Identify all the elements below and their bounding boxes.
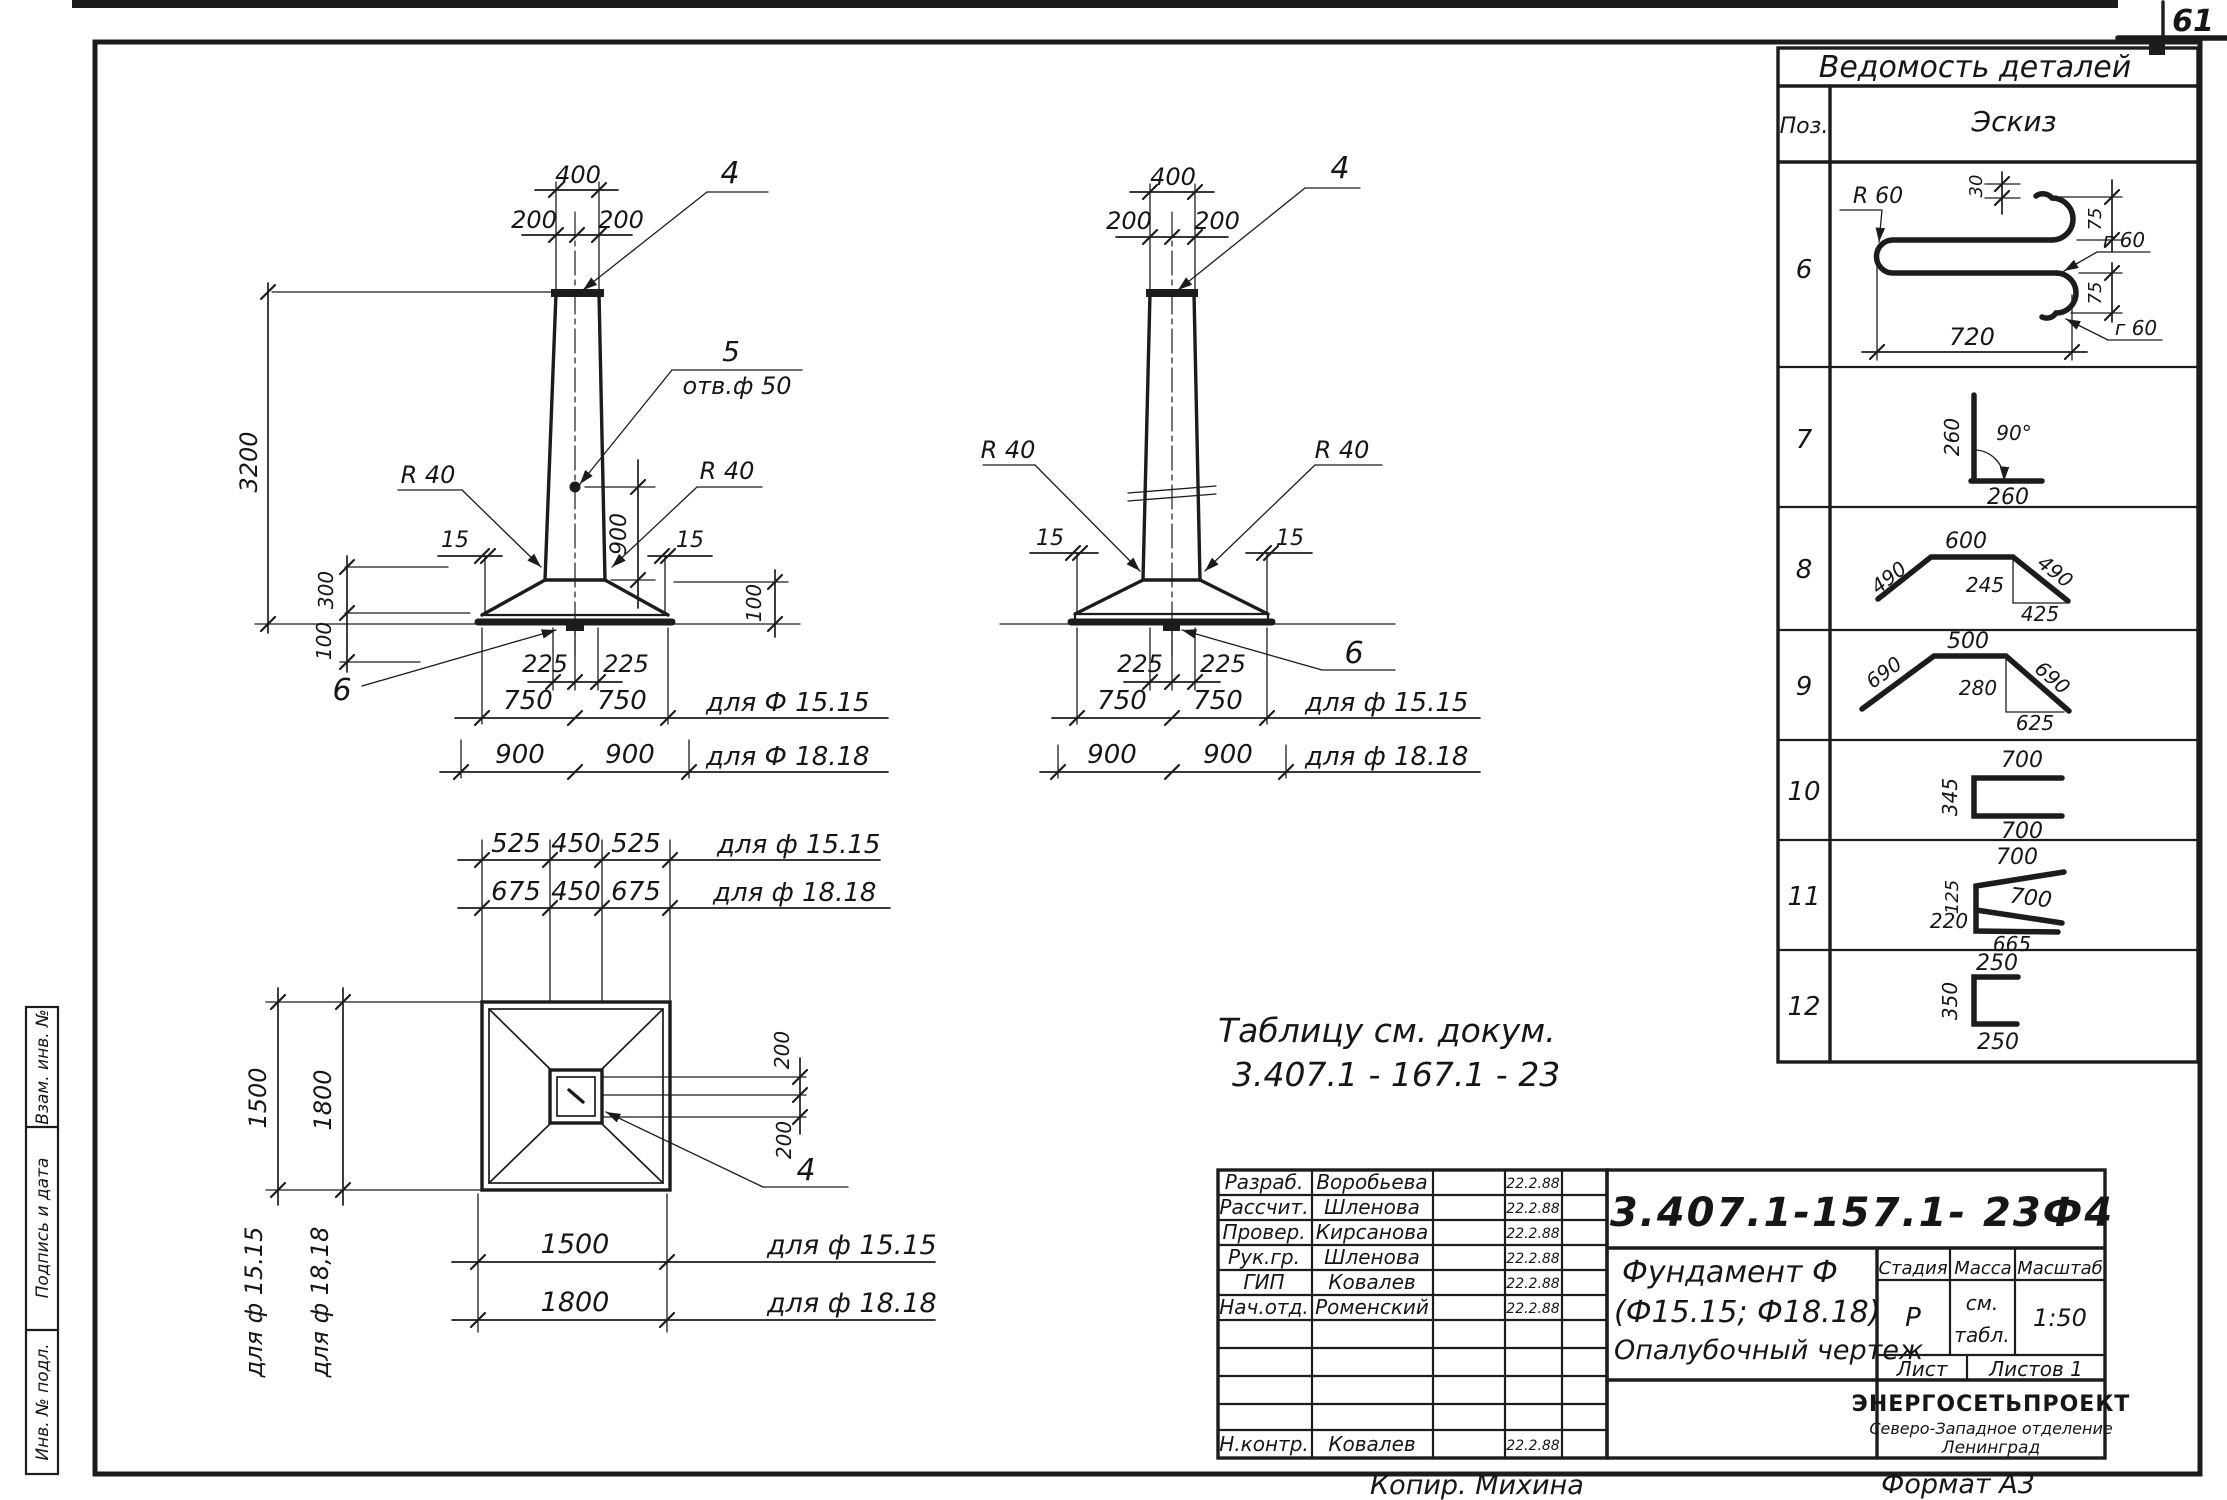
dim-400: 400 xyxy=(555,161,601,189)
vlabel-f1515: для ф 15.15 xyxy=(240,1226,268,1378)
dim-245: 245 xyxy=(1965,573,2005,597)
label-top-f1515: для ф 15.15 xyxy=(717,830,881,860)
callout-4: 4 xyxy=(796,1153,816,1188)
scale-label: Масштаб xyxy=(2017,1258,2103,1279)
dim-700-top: 700 xyxy=(1996,845,2038,870)
pos-9: 9 xyxy=(1795,672,1813,702)
dim-200-b: 200 xyxy=(772,1120,796,1160)
sig-date-3: 22.2.88 xyxy=(1506,1251,1560,1267)
part-row-12 xyxy=(1787,951,2019,1055)
dim-200-a: 200 xyxy=(770,1030,794,1070)
label-top-f1818: для ф 18.18 xyxy=(713,878,877,908)
elevation-view-right xyxy=(981,151,1480,779)
dim-750-left: 750 xyxy=(1097,686,1147,716)
sig-role-0: Разраб. xyxy=(1224,1170,1304,1194)
dim-900-right: 900 xyxy=(1203,740,1253,770)
dim-300: 300 xyxy=(314,570,338,610)
copier-note: Копир. Михина xyxy=(1370,1470,1584,1500)
dim-250-b: 250 xyxy=(1977,1030,2019,1055)
col-header-sketch: Эскиз xyxy=(1971,105,2057,138)
pos-8: 8 xyxy=(1795,555,1813,585)
dim-r40-left: R 40 xyxy=(400,461,456,489)
sig-role-6: Н.контр. xyxy=(1219,1432,1309,1456)
dim-675-a: 675 xyxy=(491,877,541,907)
dim-600: 600 xyxy=(1945,529,1987,554)
dim-900-left: 900 xyxy=(495,740,545,770)
dim-15-left: 15 xyxy=(1036,526,1064,551)
doc-title-2: (Ф15.15; Ф18.18) xyxy=(1614,1295,1881,1330)
dim-200-left: 200 xyxy=(1106,207,1152,235)
part-row-7 xyxy=(1796,395,2042,510)
dim-1500-b: 1500 xyxy=(540,1229,610,1260)
sig-date-6: 22.2.88 xyxy=(1506,1438,1560,1454)
dim-400: 400 xyxy=(1150,163,1196,191)
parts-list-title: Ведомость деталей xyxy=(1818,50,2132,85)
org-city: Ленинград xyxy=(1941,1438,2041,1458)
callout-4: 4 xyxy=(1330,151,1350,186)
sig-name-6: Ковалев xyxy=(1328,1432,1416,1456)
dim-r40-right: R 40 xyxy=(699,457,755,485)
dim-450-a: 450 xyxy=(551,829,601,859)
dim-280: 280 xyxy=(1958,676,1998,700)
org-branch: Северо-Западное отделение xyxy=(1869,1419,2113,1438)
dim-r40-right: R 40 xyxy=(1314,436,1370,464)
sig-date-4: 22.2.88 xyxy=(1506,1276,1560,1292)
dim-100-left: 100 xyxy=(312,621,336,661)
stamp-podpis: Подпись и дата xyxy=(33,1157,53,1299)
dim-r40-left: R 40 xyxy=(980,436,1036,464)
dim-750-right: 750 xyxy=(1193,686,1243,716)
dim-g60-top: г 60 xyxy=(2102,228,2146,252)
pos-12: 12 xyxy=(1787,992,1821,1022)
dim-690-r: 690 xyxy=(2030,656,2075,700)
org-name: ЭНЕРГОСЕТЬПРОЕКТ xyxy=(1851,1392,2131,1417)
dim-225-left: 225 xyxy=(522,650,568,678)
dim-90deg: 90° xyxy=(1996,421,2032,445)
sig-name-5: Роменский xyxy=(1315,1295,1429,1319)
sig-date-0: 22.2.88 xyxy=(1506,1176,1560,1192)
dim-100-right: 100 xyxy=(742,583,766,623)
dim-1800-b: 1800 xyxy=(540,1287,610,1318)
dim-700-mid: 700 xyxy=(2008,883,2054,914)
dim-200-right: 200 xyxy=(1194,207,1240,235)
sig-name-1: Шленова xyxy=(1324,1195,1420,1219)
part-row-6 xyxy=(1796,172,2162,360)
pos-6: 6 xyxy=(1795,255,1813,285)
page-number: 61 xyxy=(2172,4,2214,39)
mass-value-2: табл. xyxy=(1954,1323,2010,1347)
note-line1: Таблицу см. докум. xyxy=(1218,1011,1556,1050)
pos-11: 11 xyxy=(1787,882,1821,912)
dim-350: 350 xyxy=(1938,981,1962,1021)
callout-6: 6 xyxy=(1344,636,1364,671)
col-header-pos: Поз. xyxy=(1779,114,1829,139)
dim-3200: 3200 xyxy=(235,431,263,493)
sig-role-4: ГИП xyxy=(1243,1270,1285,1294)
dim-750-left: 750 xyxy=(503,686,553,716)
dim-345: 345 xyxy=(1938,777,1962,817)
dim-700-t: 700 xyxy=(2001,748,2043,773)
sig-name-3: Шленова xyxy=(1324,1245,1420,1269)
elevation-view-left xyxy=(235,156,888,779)
dim-15-left: 15 xyxy=(441,528,469,553)
plan-view xyxy=(240,829,937,1378)
hole-label: отв.ф 50 xyxy=(682,372,792,400)
pos-10: 10 xyxy=(1787,777,1821,807)
dim-425: 425 xyxy=(2020,602,2060,626)
callout-5: 5 xyxy=(722,335,740,368)
vlabel-f1818: для ф 18,18 xyxy=(306,1226,334,1378)
left-stamp xyxy=(26,1007,58,1474)
dim-900-right: 900 xyxy=(605,740,655,770)
label-f1515: для ф 15.15 xyxy=(1305,688,1469,718)
sig-date-2: 22.2.88 xyxy=(1506,1226,1560,1242)
dim-525-a: 525 xyxy=(491,829,541,859)
blabel-f1515: для ф 15.15 xyxy=(767,1230,937,1261)
dim-490-r: 490 xyxy=(2032,550,2078,593)
pos-7: 7 xyxy=(1795,425,1813,455)
note xyxy=(1218,1011,1560,1094)
dim-125: 125 xyxy=(1942,879,1963,915)
dim-225-right: 225 xyxy=(1200,650,1246,678)
doc-title-1: Фундамент Ф xyxy=(1622,1255,1838,1290)
dim-720: 720 xyxy=(1949,323,1995,351)
label-f1515: для Ф 15.15 xyxy=(706,688,870,718)
sig-name-0: Воробьева xyxy=(1316,1170,1428,1194)
sheet-label: Лист xyxy=(1896,1357,1948,1381)
callout-4: 4 xyxy=(720,156,740,191)
label-f1818: для ф 18.18 xyxy=(1305,742,1469,772)
stamp-inv: Инв. № подл. xyxy=(33,1343,53,1461)
signature-rows xyxy=(1219,1170,1560,1456)
format-note: Формат А3 xyxy=(1881,1469,2035,1500)
dim-525-b: 525 xyxy=(611,829,661,859)
stage-value: Р xyxy=(1905,1303,1921,1333)
dim-260-v: 260 xyxy=(1940,417,1964,457)
note-line2: 3.407.1 - 167.1 - 23 xyxy=(1232,1055,1561,1094)
mass-value-1: см. xyxy=(1965,1291,1999,1315)
dim-75-top: 75 xyxy=(2085,207,2106,231)
label-f1818: для Ф 18.18 xyxy=(706,742,870,772)
dim-1500-v: 1500 xyxy=(244,1067,272,1129)
dim-500: 500 xyxy=(1947,629,1989,654)
dim-75-bot: 75 xyxy=(2085,281,2106,305)
dim-900-left: 900 xyxy=(1087,740,1137,770)
dim-15-right: 15 xyxy=(1276,526,1304,551)
dim-225-right: 225 xyxy=(603,650,649,678)
stage-label: Стадия xyxy=(1878,1258,1948,1279)
dim-g60-bot: г 60 xyxy=(2114,316,2158,340)
title-block xyxy=(1218,1170,2130,1458)
sig-date-1: 22.2.88 xyxy=(1506,1201,1560,1217)
dim-665: 665 xyxy=(1992,932,2032,956)
stamp-vzam: Взам. инв. № xyxy=(33,1009,53,1125)
dim-200-left: 200 xyxy=(511,206,557,234)
sig-role-3: Рук.гр. xyxy=(1228,1245,1300,1269)
dim-200-right: 200 xyxy=(598,206,644,234)
dim-490-l: 490 xyxy=(1866,556,1912,599)
sig-role-1: Рассчит. xyxy=(1219,1195,1309,1219)
sig-name-4: Ковалев xyxy=(1328,1270,1416,1294)
part-row-8 xyxy=(1796,529,2078,626)
dim-250-t: 250 xyxy=(1976,951,2018,976)
sig-date-5: 22.2.88 xyxy=(1506,1301,1560,1317)
dim-30: 30 xyxy=(1966,174,1987,198)
callout-6: 6 xyxy=(332,673,352,708)
dim-675-b: 675 xyxy=(611,877,661,907)
dim-260-h: 260 xyxy=(1987,485,2029,510)
scale-value: 1:50 xyxy=(2033,1304,2087,1332)
dim-15-right: 15 xyxy=(676,528,704,553)
dim-220: 220 xyxy=(1929,909,1969,933)
blabel-f1818: для ф 18.18 xyxy=(767,1288,937,1319)
dim-750-right: 750 xyxy=(597,686,647,716)
dim-450-b: 450 xyxy=(551,877,601,907)
sheets-label: Листов 1 xyxy=(1989,1357,2083,1381)
dim-690-l: 690 xyxy=(1861,651,1907,694)
dim-700-b: 700 xyxy=(2001,819,2043,844)
mass-label: Масса xyxy=(1954,1258,2012,1279)
doc-number: 3.407.1-157.1- 23Ф4 xyxy=(1609,1190,2115,1236)
parts-list-table xyxy=(1778,48,2198,1062)
dim-625: 625 xyxy=(2015,711,2055,735)
sig-role-2: Провер. xyxy=(1222,1220,1306,1244)
dim-r60: R 60 xyxy=(1852,184,1904,209)
sig-role-5: Нач.отд. xyxy=(1219,1295,1309,1319)
dim-1800-v: 1800 xyxy=(309,1069,337,1131)
part-row-9 xyxy=(1796,629,2075,735)
dim-225-left: 225 xyxy=(1117,650,1163,678)
sig-name-2: Кирсанова xyxy=(1315,1220,1429,1244)
doc-title-3: Опалубочный чертеж xyxy=(1614,1335,1924,1366)
dim-900: 900 xyxy=(607,513,632,555)
